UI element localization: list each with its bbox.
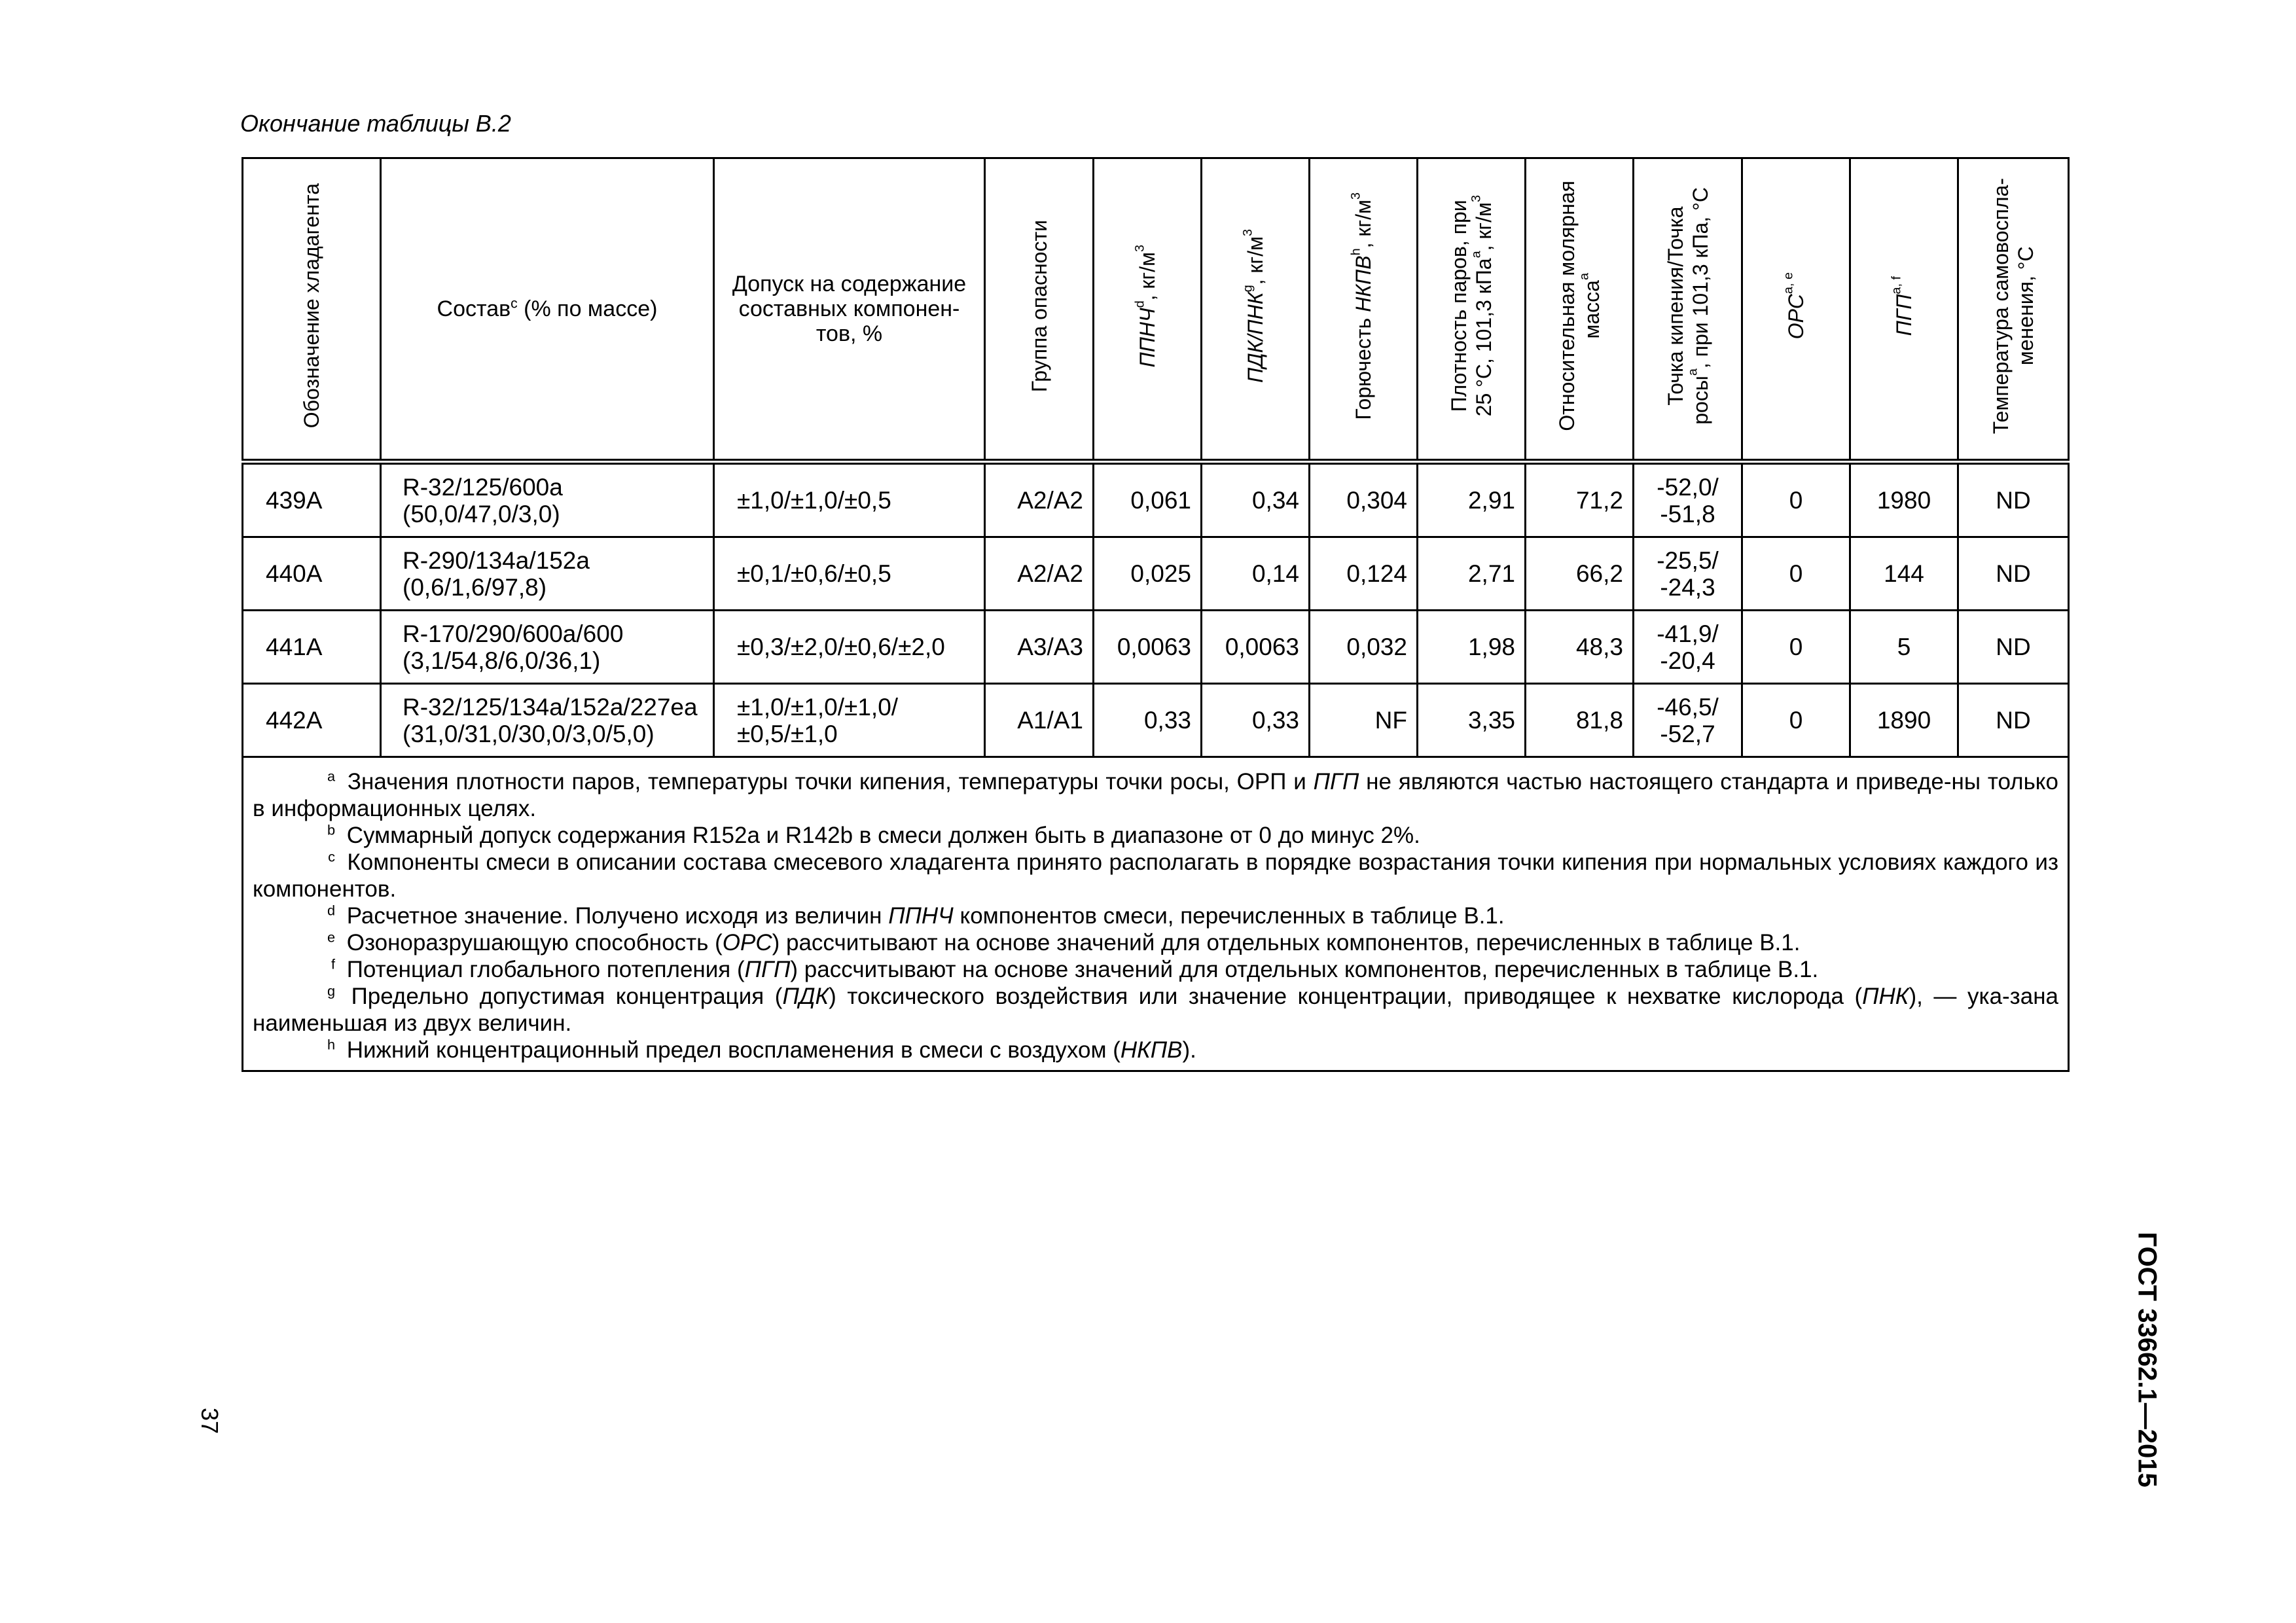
cell-group: A2/A2 [985, 462, 1094, 537]
cell-composition: R-290/134a/152a (0,6/1,6/97,8) [381, 537, 714, 611]
cell-nkpv: 0,124 [1310, 537, 1418, 611]
cell-pgp: 1890 [1850, 684, 1958, 757]
cell-ppnch: 0,025 [1094, 537, 1202, 611]
header-composition: Состав$^c$ (% по массе) [381, 158, 714, 462]
cell-boiling-point: -25,5/ -24,3 [1634, 537, 1742, 611]
cell-molar-mass: 48,3 [1526, 611, 1634, 684]
cell-group: A1/A1 [985, 684, 1094, 757]
cell-boiling-point: -41,9/ -20,4 [1634, 611, 1742, 684]
header-safety-group: Группа опасности [985, 158, 1094, 462]
cell-nkpv: 0,304 [1310, 462, 1418, 537]
cell-group: A2/A2 [985, 537, 1094, 611]
cell-ppnch: 0,061 [1094, 462, 1202, 537]
header-row [243, 158, 2069, 462]
cell-boiling-point: -46,5/ -52,7 [1634, 684, 1742, 757]
cell-ppnch: 0,33 [1094, 684, 1202, 757]
table-caption: Окончание таблицы В.2 [240, 110, 511, 137]
table-row [243, 611, 2069, 684]
cell-ors: 0 [1742, 611, 1850, 684]
cell-designation: 439A [243, 462, 381, 537]
footnote-f: $^f$ Потенциал глобального потепления (ПГП) рассчитывают на основе значений для отдельных компонентов, перечисленных в таблице В.1. [331, 955, 1819, 982]
cell-ors: 0 [1742, 462, 1850, 537]
cell-molar-mass: 66,2 [1526, 537, 1634, 611]
header-designation: Обозначение хладагента [243, 158, 381, 462]
header-pdk: ПДК/ПНК$^g$, $кг/м^3$ [1202, 158, 1310, 462]
cell-density: 3,35 [1418, 684, 1526, 757]
cell-composition: R-32/125/600a (50,0/47,0/3,0) [381, 462, 714, 537]
cell-pdk: 0,34 [1202, 462, 1310, 537]
standard-designation: ГОСТ 33662.1—2015 [2132, 1232, 2162, 1488]
footnote-c: $^c$ Компоненты смеси в описании состава смесевого хладагента принято располагать в порядке возрастания точки кипения при нормальных условиях каждого из компонентов. [253, 848, 2058, 902]
cell-ors: 0 [1742, 684, 1850, 757]
header-pgp: ПГП$^{a, f}$ [1850, 158, 1958, 462]
cell-pdk: 0,14 [1202, 537, 1310, 611]
cell-nkpv: 0,032 [1310, 611, 1418, 684]
cell-autoignition: ND [1958, 611, 2069, 684]
cell-autoignition: ND [1958, 537, 2069, 611]
cell-designation: 440A [243, 537, 381, 611]
cell-ors: 0 [1742, 537, 1850, 611]
cell-ppnch: 0,0063 [1094, 611, 1202, 684]
cell-pdk: 0,33 [1202, 684, 1310, 757]
cell-composition: R-170/290/600a/600 (3,1/54,8/6,0/36,1) [381, 611, 714, 684]
cell-molar-mass: 81,8 [1526, 684, 1634, 757]
notes-row [243, 757, 2069, 1071]
cell-density: 2,91 [1418, 462, 1526, 537]
cell-tolerance: ±0,3/±2,0/±0,6/±2,0 [714, 611, 985, 684]
footnote-b: $^b$ Суммарный допуск содержания R152a и R142b в смеси должен быть в диапазоне от 0 до минус 2%. [327, 821, 1420, 848]
cell-boiling-point: -52,0/ -51,8 [1634, 462, 1742, 537]
cell-density: 2,71 [1418, 537, 1526, 611]
cell-pdk: 0,0063 [1202, 611, 1310, 684]
header-boiling-point: Точка кипения/Точка росы$^a$, при 101,3 кПа, °С [1634, 158, 1742, 462]
header-tolerance: Допуск на содержание составных компонен-тов, % [714, 158, 985, 462]
cell-molar-mass: 71,2 [1526, 462, 1634, 537]
cell-pgp: 5 [1850, 611, 1958, 684]
cell-autoignition: ND [1958, 462, 2069, 537]
footnotes [243, 757, 2069, 1071]
table-row [243, 462, 2069, 537]
cell-group: A3/A3 [985, 611, 1094, 684]
table-row [243, 684, 2069, 757]
header-autoignition: Температура самовоспла- менения, °С [1958, 158, 2069, 462]
table-row [243, 537, 2069, 611]
footnote-h: $^h$ Нижний концентрационный предел воспламенения в смеси с воздухом (НКПВ). [327, 1036, 1196, 1063]
header-flammability: Горючесть НКПВ$^h$, $кг/м^3$ [1310, 158, 1418, 462]
cell-tolerance: ±1,0/±1,0/±0,5 [714, 462, 985, 537]
header-ppnch: ППНЧ$^d$, $кг/м^3$ [1094, 158, 1202, 462]
header-molar-mass: Относительная молярная масса$^a$ [1526, 158, 1634, 462]
cell-composition: R-32/125/134a/152a/227ea (31,0/31,0/30,0/3,0/5,0) [381, 684, 714, 757]
footnote-e: $^e$ Озоноразрушающую способность (ОРС) рассчитывают на основе значений для отдельных компонентов, перечисленных в таблице В.1. [327, 929, 1801, 955]
cell-tolerance: ±1,0/±1,0/±1,0/ ±0,5/±1,0 [714, 684, 985, 757]
footnote-a: $^a$ Значения плотности паров, температуры точки кипения, температуры точки росы, ОРП и ПГП не являются частью настоящего стандарта и приведе-ны только в информационных целях. [253, 768, 2058, 821]
footnote-d: $^d$ Расчетное значение. Получено исходя из величин ППНЧ компонентов смеси, перечисленных в таблице В.1. [327, 902, 1505, 929]
cell-tolerance: ±0,1/±0,6/±0,5 [714, 537, 985, 611]
cell-pgp: 144 [1850, 537, 1958, 611]
header-ors: ОРС$^{a, e}$ [1742, 158, 1850, 462]
header-vapor-density: Плотность паров, при 25 °С, 101,3 кПа$^a$, $кг/м^3$ [1418, 158, 1526, 462]
cell-designation: 441A [243, 611, 381, 684]
cell-autoignition: ND [1958, 684, 2069, 757]
cell-nkpv: NF [1310, 684, 1418, 757]
page-number: 37 [196, 1407, 224, 1435]
footnote-g: $^g$ Предельно допустимая концентрация (ПДК) токсического воздействия или значение концентрации, приводящее к нехватке кислорода (ПНК), — ука-зана наименьшая из двух величин. [253, 982, 2058, 1036]
cell-designation: 442A [243, 684, 381, 757]
refrigerant-table [242, 157, 2070, 1072]
cell-density: 1,98 [1418, 611, 1526, 684]
cell-pgp: 1980 [1850, 462, 1958, 537]
